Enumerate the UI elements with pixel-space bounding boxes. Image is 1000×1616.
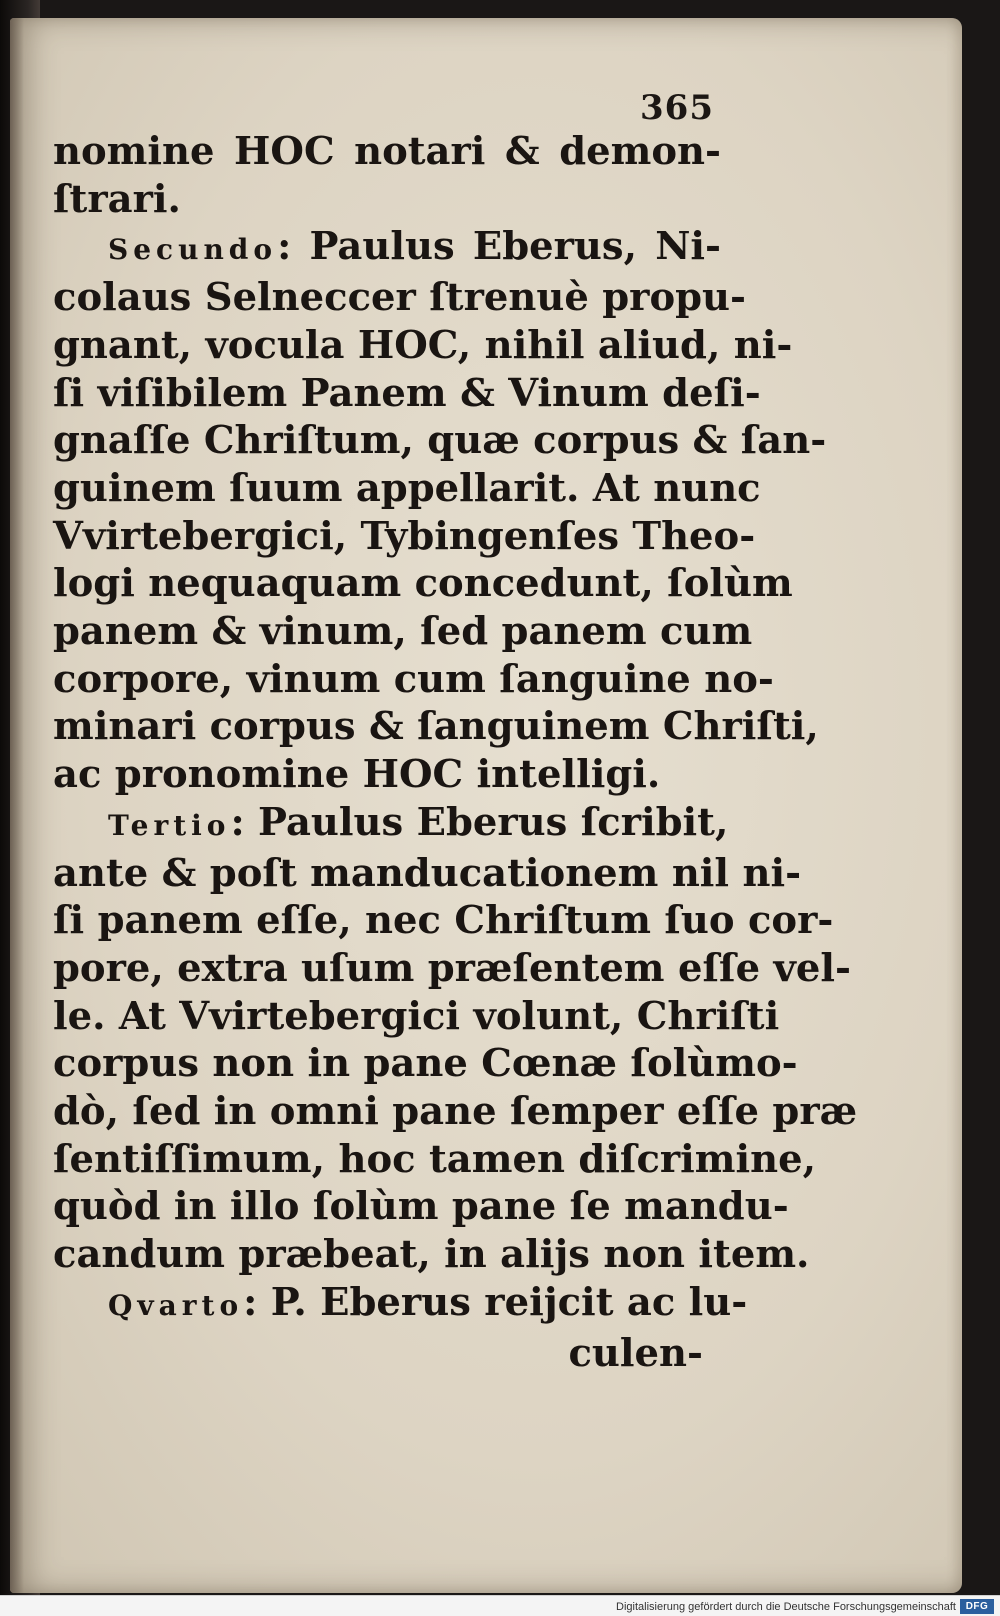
text-line: ſentiſſimum, hoc tamen diſcrimine, <box>53 1136 817 1182</box>
section-head: Secundo <box>108 233 278 267</box>
text-line: colaus Selneccer ſtrenuè propu- <box>53 275 747 321</box>
page-text <box>53 128 858 1377</box>
footer-bar <box>0 1595 1000 1616</box>
text-line: guinem ſuum appellarit. At nunc <box>53 465 761 511</box>
text-line: ante & poſt manducationem nil ni- <box>53 850 802 896</box>
text-line: quòd in illo ſolùm pane ſe mandu- <box>53 1184 789 1230</box>
text-line: dò, ſed in omni pane ſemper eſſe præ <box>53 1089 858 1135</box>
text-line-section-secundo <box>53 223 721 274</box>
catchword: culen- <box>568 1330 703 1376</box>
text-line: ac pronomine HOC intelligi. <box>53 752 661 798</box>
text-line-rest: : P. Eberus reijcit ac lu- <box>243 1279 748 1325</box>
text-line: panem & vinum, ſed panem cum <box>53 609 753 655</box>
text-line: candum præbeat, in alijs non item. <box>53 1232 810 1278</box>
section-head: Qvarto <box>108 1288 244 1322</box>
text-line-section-qvarto <box>53 1279 748 1330</box>
page-number: 365 <box>640 88 714 128</box>
text-line-section-tertio <box>53 799 729 850</box>
page-gutter-shadow <box>10 18 24 1593</box>
text-line: pore, extra uſum præſentem eſſe vel- <box>53 945 851 991</box>
text-line: nomine HOC notari & demon- <box>53 129 721 174</box>
text-line: corpore, vinum cum ſanguine no- <box>53 656 774 702</box>
dfg-logo: DFG <box>960 1599 994 1614</box>
text-line: gnaſſe Chriſtum, quæ corpus & ſan- <box>53 418 827 464</box>
text-line: ſtrari. <box>53 176 181 222</box>
text-line: ſi panem eſſe, nec Chriſtum ſuo cor- <box>53 898 834 944</box>
footer-credit: Digitalisierung gefördert durch die Deutsche Forschungsgemeinschaft <box>616 1601 956 1613</box>
text-line: gnant, vocula HOC, nihil aliud, ni- <box>53 322 793 368</box>
text-line: Vvirtebergici, Tybingenſes Theo- <box>53 513 756 559</box>
text-line: ſi viſibilem Panem & Vinum deſi- <box>53 370 761 416</box>
text-line: minari corpus & ſanguinem Chriſti, <box>53 704 819 750</box>
text-line-rest: : Paulus Eberus, Ni- <box>277 224 721 270</box>
text-line: logi nequaquam concedunt, ſolùm <box>53 561 793 607</box>
section-head: Tertio <box>108 808 231 842</box>
text-line: corpus non in pane Cœnæ ſolùmo- <box>53 1041 798 1087</box>
text-line-rest: : Paulus Eberus ſcribit, <box>230 799 729 845</box>
text-line: le. At Vvirtebergici volunt, Chriſti <box>53 993 780 1039</box>
